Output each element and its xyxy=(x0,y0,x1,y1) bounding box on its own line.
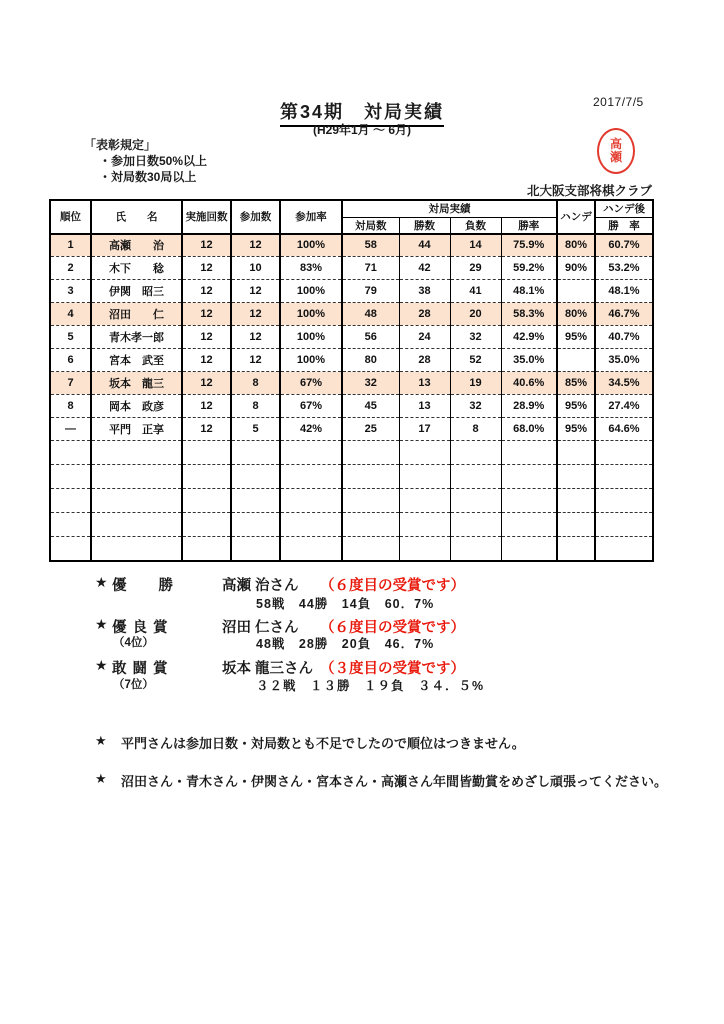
table-row xyxy=(50,280,653,303)
cell-win_rate: 42.9% xyxy=(501,326,557,349)
cell-held: 12 xyxy=(182,280,231,303)
empty-cell xyxy=(91,489,182,513)
note-attendance-text: 沼田さん・青木さん・伊関さん・宮本さん・高瀬さん年間皆勤賞をめざし頑張ってください。 xyxy=(121,774,668,789)
empty-cell xyxy=(342,513,399,537)
cell-join_rate: 100% xyxy=(280,326,342,349)
cell-wins: 24 xyxy=(399,326,450,349)
cell-games: 79 xyxy=(342,280,399,303)
star-icon: ★ xyxy=(95,616,108,632)
award-champion-stats: 58戦 44勝 14負 60．7% xyxy=(256,597,435,611)
award-fighting-spirit-title: 敢 闘 賞 xyxy=(112,661,169,677)
empty-cell xyxy=(280,441,342,465)
empty-cell xyxy=(450,465,501,489)
award-fighting-spirit-stats: ３２戦 １３勝 １９負 ３４．５% xyxy=(256,679,485,693)
award-fighting-spirit-name: 坂本 龍三さん xyxy=(222,661,314,677)
star-icon: ★ xyxy=(95,574,108,590)
cell-win_rate: 28.9% xyxy=(501,395,557,418)
cell-join_rate: 83% xyxy=(280,257,342,280)
club-name: 北大阪支部将棋クラブ xyxy=(526,184,652,198)
cell-after_rate: 27.4% xyxy=(595,395,653,418)
empty-cell xyxy=(557,537,595,561)
cell-joined: 12 xyxy=(231,280,280,303)
table-row xyxy=(50,349,653,372)
cell-name: 平門 正享 xyxy=(91,418,182,441)
award-rule-games: ・対局数30局以上 xyxy=(99,170,197,184)
award-fighting-spirit-note: （３度目の受賞です） xyxy=(320,661,465,677)
empty-cell xyxy=(501,537,557,561)
table-row xyxy=(50,372,653,395)
empty-cell xyxy=(231,537,280,561)
empty-cell xyxy=(280,465,342,489)
empty-cell xyxy=(280,537,342,561)
award-excellence-name: 沼田 仁さん xyxy=(222,620,299,636)
cell-games: 80 xyxy=(342,349,399,372)
page-subtitle: (H29年1月 ～ 6月) xyxy=(312,123,412,137)
cell-rank: 3 xyxy=(50,280,91,303)
empty-cell xyxy=(182,513,231,537)
award-champion-note: （６度目の受賞です） xyxy=(320,578,465,594)
col-header-losses: 負数 xyxy=(450,217,501,234)
cell-wins: 38 xyxy=(399,280,450,303)
cell-games: 48 xyxy=(342,303,399,326)
award-excellence-title: 優 良 賞 xyxy=(112,620,169,636)
empty-table-row xyxy=(50,513,653,537)
empty-cell xyxy=(501,465,557,489)
hanko-stamp-line2: 瀬 xyxy=(609,150,622,164)
cell-after_rate: 40.7% xyxy=(595,326,653,349)
cell-wins: 13 xyxy=(399,395,450,418)
cell-win_rate: 68.0% xyxy=(501,418,557,441)
cell-name: 坂本 龍三 xyxy=(91,372,182,395)
cell-name: 高瀬 治 xyxy=(91,234,182,257)
empty-cell xyxy=(342,537,399,561)
empty-cell xyxy=(91,537,182,561)
cell-held: 12 xyxy=(182,395,231,418)
cell-losses: 41 xyxy=(450,280,501,303)
award-fighting-spirit-rank: （7位） xyxy=(113,679,154,691)
cell-losses: 32 xyxy=(450,395,501,418)
cell-name: 沼田 仁 xyxy=(91,303,182,326)
col-header-wins: 勝数 xyxy=(399,217,450,234)
empty-table-row xyxy=(50,465,653,489)
star-icon: ★ xyxy=(95,771,107,786)
col-header-name: 氏 名 xyxy=(91,200,182,234)
cell-joined: 5 xyxy=(231,418,280,441)
col-header-after-handicap: ハンデ後 xyxy=(595,200,653,217)
empty-cell xyxy=(182,489,231,513)
award-rule-participation: ・参加日数50%以上 xyxy=(99,154,208,168)
cell-join_rate: 67% xyxy=(280,372,342,395)
results-table-container xyxy=(49,199,654,562)
cell-join_rate: 42% xyxy=(280,418,342,441)
cell-handicap xyxy=(557,280,595,303)
cell-win_rate: 40.6% xyxy=(501,372,557,395)
empty-cell xyxy=(50,537,91,561)
col-header-join-rate: 参加率 xyxy=(280,200,342,234)
cell-joined: 8 xyxy=(231,395,280,418)
document-date: 2017/7/5 xyxy=(593,95,644,109)
cell-games: 32 xyxy=(342,372,399,395)
cell-held: 12 xyxy=(182,326,231,349)
cell-games: 25 xyxy=(342,418,399,441)
award-excellence-rank: （4位） xyxy=(113,637,154,649)
empty-table-row xyxy=(50,537,653,561)
empty-cell xyxy=(595,465,653,489)
cell-joined: 12 xyxy=(231,349,280,372)
cell-join_rate: 100% xyxy=(280,349,342,372)
empty-cell xyxy=(595,441,653,465)
cell-after_rate: 35.0% xyxy=(595,349,653,372)
empty-table-row xyxy=(50,489,653,513)
cell-handicap: 95% xyxy=(557,418,595,441)
cell-losses: 52 xyxy=(450,349,501,372)
empty-cell xyxy=(399,489,450,513)
cell-wins: 17 xyxy=(399,418,450,441)
col-header-joined: 参加数 xyxy=(231,200,280,234)
empty-cell xyxy=(342,489,399,513)
results-table-header xyxy=(50,200,653,234)
empty-cell xyxy=(399,537,450,561)
cell-win_rate: 59.2% xyxy=(501,257,557,280)
table-row xyxy=(50,303,653,326)
cell-join_rate: 100% xyxy=(280,234,342,257)
cell-losses: 8 xyxy=(450,418,501,441)
award-rules-block xyxy=(84,137,207,185)
cell-held: 12 xyxy=(182,349,231,372)
col-header-win-rate: 勝率 xyxy=(501,217,557,234)
cell-after_rate: 53.2% xyxy=(595,257,653,280)
cell-rank: 2 xyxy=(50,257,91,280)
cell-after_rate: 64.6% xyxy=(595,418,653,441)
cell-losses: 20 xyxy=(450,303,501,326)
note-hiramon-text: 平門さんは参加日数・対局数とも不足でしたので順位はつきません。 xyxy=(121,736,525,751)
empty-cell xyxy=(595,537,653,561)
cell-name: 宮本 武至 xyxy=(91,349,182,372)
empty-cell xyxy=(557,465,595,489)
award-rules-heading: 「表彰規定」 xyxy=(84,138,157,152)
cell-losses: 14 xyxy=(450,234,501,257)
cell-rank: 4 xyxy=(50,303,91,326)
empty-cell xyxy=(557,441,595,465)
empty-cell xyxy=(501,489,557,513)
cell-handicap: 80% xyxy=(557,303,595,326)
cell-rank: 5 xyxy=(50,326,91,349)
cell-rank: 6 xyxy=(50,349,91,372)
cell-losses: 32 xyxy=(450,326,501,349)
cell-handicap: 90% xyxy=(557,257,595,280)
cell-rank: 8 xyxy=(50,395,91,418)
cell-games: 71 xyxy=(342,257,399,280)
cell-win_rate: 35.0% xyxy=(501,349,557,372)
empty-cell xyxy=(231,465,280,489)
empty-cell xyxy=(50,441,91,465)
cell-games: 56 xyxy=(342,326,399,349)
col-header-after-win-rate: 勝 率 xyxy=(595,217,653,234)
cell-name: 伊関 昭三 xyxy=(91,280,182,303)
cell-rank: 7 xyxy=(50,372,91,395)
cell-held: 12 xyxy=(182,303,231,326)
star-icon: ★ xyxy=(95,657,108,673)
cell-join_rate: 100% xyxy=(280,303,342,326)
cell-after_rate: 48.1% xyxy=(595,280,653,303)
cell-handicap xyxy=(557,349,595,372)
award-champion-title: 優 勝 xyxy=(112,578,174,594)
empty-cell xyxy=(182,537,231,561)
cell-wins: 28 xyxy=(399,349,450,372)
results-tbody xyxy=(50,234,653,561)
empty-cell xyxy=(182,465,231,489)
cell-win_rate: 58.3% xyxy=(501,303,557,326)
cell-games: 58 xyxy=(342,234,399,257)
empty-cell xyxy=(280,513,342,537)
cell-wins: 44 xyxy=(399,234,450,257)
cell-games: 45 xyxy=(342,395,399,418)
cell-joined: 12 xyxy=(231,234,280,257)
cell-handicap: 80% xyxy=(557,234,595,257)
star-icon: ★ xyxy=(95,733,107,748)
cell-held: 12 xyxy=(182,257,231,280)
award-champion-name: 高瀬 治さん xyxy=(222,578,299,594)
empty-cell xyxy=(280,489,342,513)
cell-held: 12 xyxy=(182,372,231,395)
empty-cell xyxy=(342,441,399,465)
empty-cell xyxy=(595,489,653,513)
empty-cell xyxy=(501,513,557,537)
empty-cell xyxy=(557,489,595,513)
empty-cell xyxy=(501,441,557,465)
cell-join_rate: 100% xyxy=(280,280,342,303)
cell-joined: 10 xyxy=(231,257,280,280)
empty-cell xyxy=(399,465,450,489)
empty-cell xyxy=(450,489,501,513)
empty-cell xyxy=(91,465,182,489)
cell-rank: ― xyxy=(50,418,91,441)
cell-joined: 12 xyxy=(231,326,280,349)
cell-name: 青木孝一郎 xyxy=(91,326,182,349)
award-excellence-note: （６度目の受賞です） xyxy=(320,620,465,636)
table-row xyxy=(50,257,653,280)
empty-cell xyxy=(50,513,91,537)
empty-cell xyxy=(399,441,450,465)
table-row xyxy=(50,395,653,418)
table-row xyxy=(50,418,653,441)
cell-held: 12 xyxy=(182,418,231,441)
empty-cell xyxy=(91,513,182,537)
cell-handicap: 85% xyxy=(557,372,595,395)
cell-losses: 29 xyxy=(450,257,501,280)
empty-cell xyxy=(182,441,231,465)
table-row xyxy=(50,234,653,257)
col-header-rank: 順位 xyxy=(50,200,91,234)
col-header-results-group: 対局実績 xyxy=(342,200,557,217)
empty-cell xyxy=(399,513,450,537)
cell-win_rate: 75.9% xyxy=(501,234,557,257)
cell-handicap: 95% xyxy=(557,395,595,418)
results-table xyxy=(49,199,654,562)
cell-name: 木下 稔 xyxy=(91,257,182,280)
col-header-handicap: ハンデ xyxy=(557,200,595,234)
empty-cell xyxy=(557,513,595,537)
cell-join_rate: 67% xyxy=(280,395,342,418)
col-header-held: 実施回数 xyxy=(182,200,231,234)
cell-joined: 12 xyxy=(231,303,280,326)
empty-cell xyxy=(450,513,501,537)
cell-rank: 1 xyxy=(50,234,91,257)
cell-name: 岡本 政彦 xyxy=(91,395,182,418)
hanko-stamp-line1: 高 xyxy=(609,137,622,151)
cell-losses: 19 xyxy=(450,372,501,395)
empty-cell xyxy=(91,441,182,465)
empty-cell xyxy=(50,465,91,489)
empty-cell xyxy=(231,441,280,465)
cell-after_rate: 60.7% xyxy=(595,234,653,257)
empty-cell xyxy=(50,489,91,513)
empty-cell xyxy=(595,513,653,537)
table-row xyxy=(50,326,653,349)
cell-after_rate: 46.7% xyxy=(595,303,653,326)
cell-handicap: 95% xyxy=(557,326,595,349)
empty-cell xyxy=(450,537,501,561)
cell-joined: 8 xyxy=(231,372,280,395)
page-title: 第34期 対局実績 xyxy=(280,98,444,127)
cell-held: 12 xyxy=(182,234,231,257)
empty-cell xyxy=(231,513,280,537)
empty-cell xyxy=(231,489,280,513)
col-header-games: 対局数 xyxy=(342,217,399,234)
cell-wins: 28 xyxy=(399,303,450,326)
cell-win_rate: 48.1% xyxy=(501,280,557,303)
award-excellence-stats: 48戦 28勝 20負 46．7% xyxy=(256,637,435,651)
empty-cell xyxy=(342,465,399,489)
hanko-stamp xyxy=(597,128,635,174)
empty-cell xyxy=(450,441,501,465)
cell-after_rate: 34.5% xyxy=(595,372,653,395)
empty-table-row xyxy=(50,441,653,465)
cell-wins: 13 xyxy=(399,372,450,395)
cell-wins: 42 xyxy=(399,257,450,280)
